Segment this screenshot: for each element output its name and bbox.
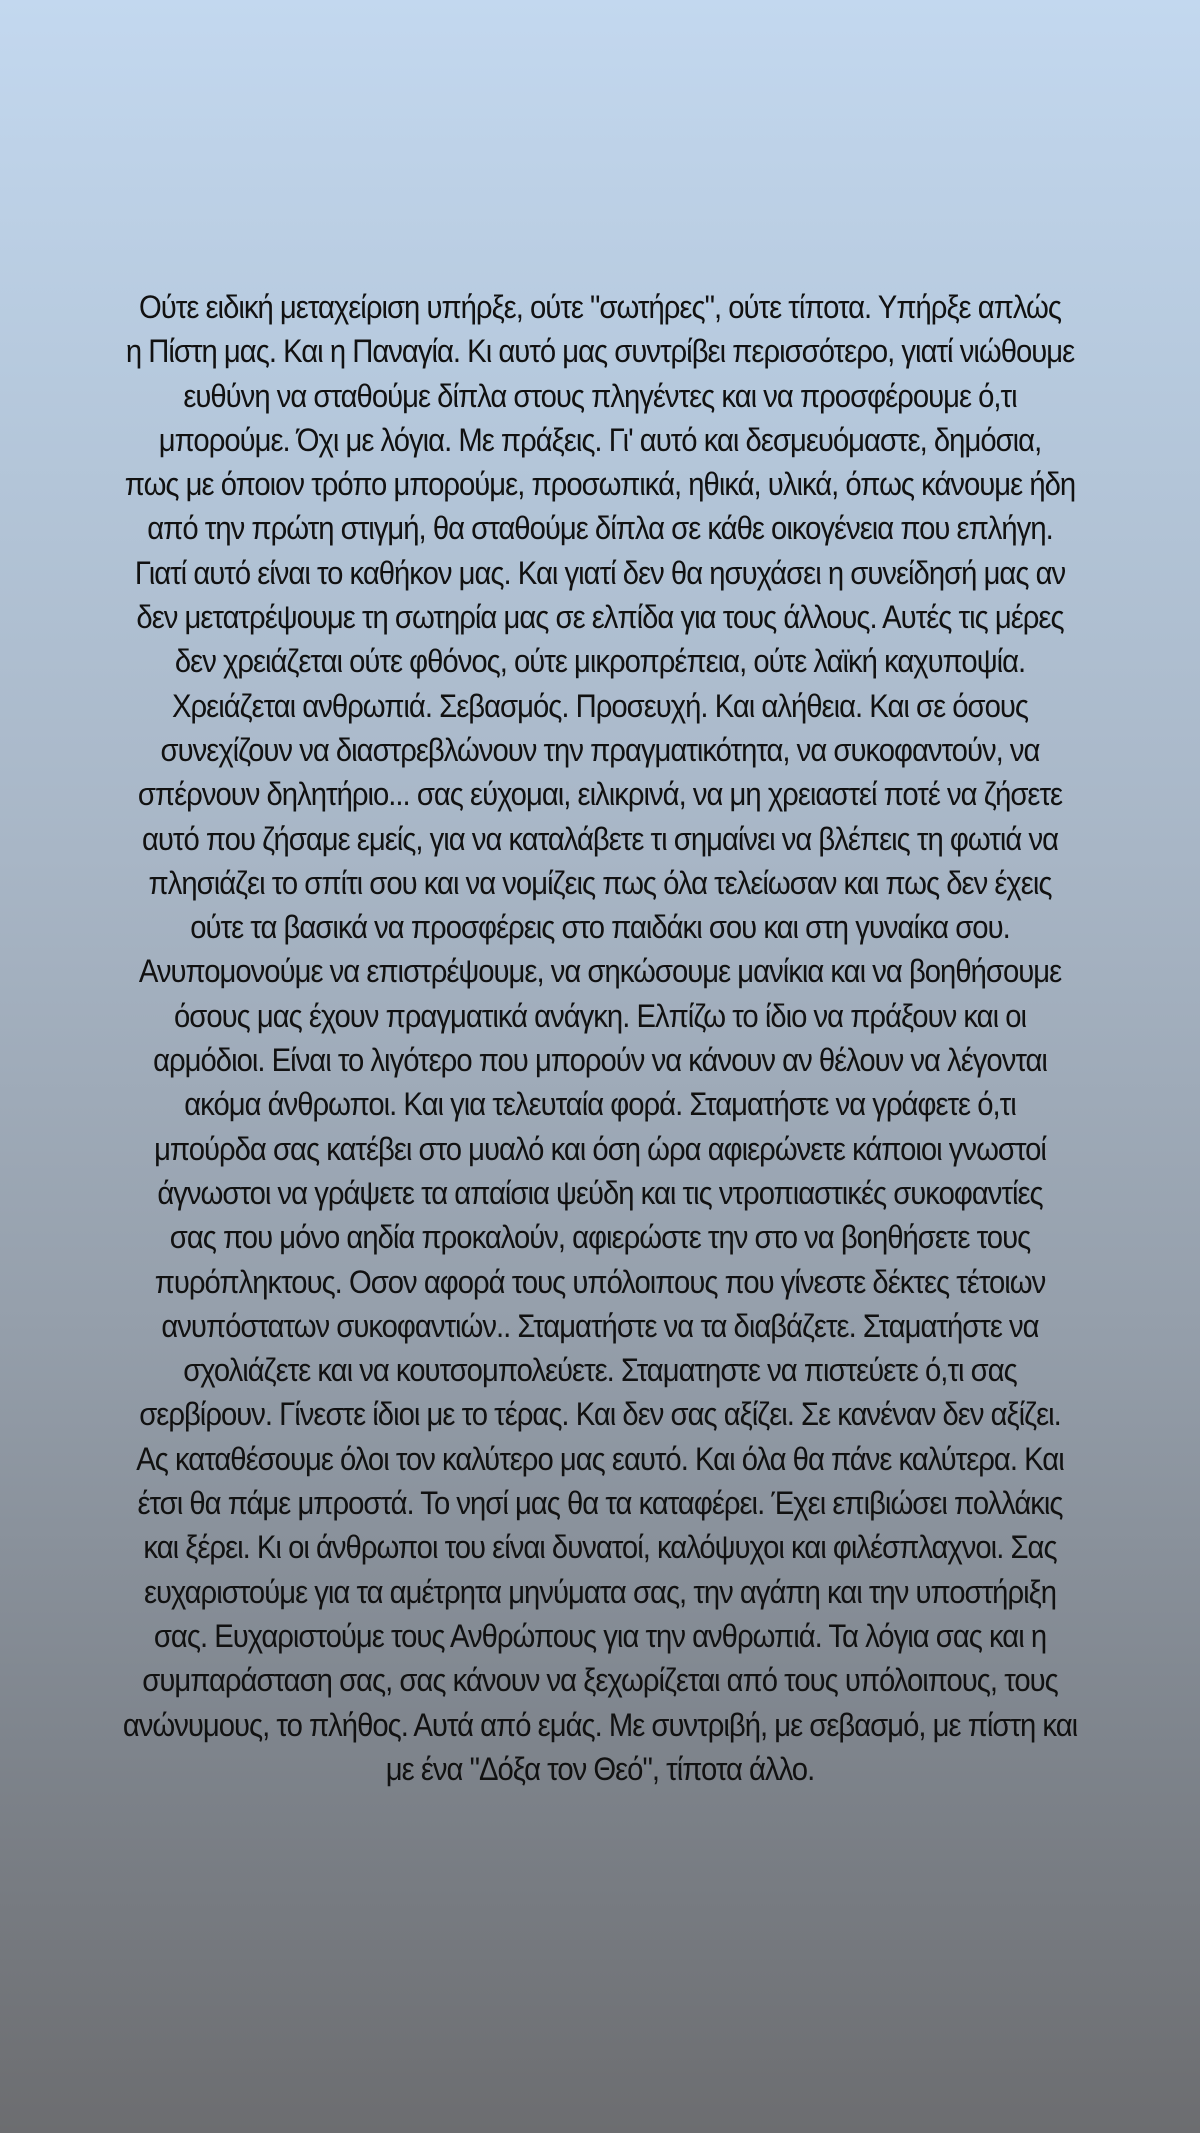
story-line: ανυπόστατων συκοφαντιών.. Σταματήστε να τα διαβάζετε. Σταματήστε να [161,1307,1039,1344]
story-line: άγνωστοι να γράψετε τα απαίσια ψεύδη και τις ντροπιαστικές συκοφαντίες [157,1174,1043,1211]
story-line: Ανυπομονούμε να επιστρέψουμε, να σηκώσουμε μανίκια και να βοηθήσουμε [138,953,1062,990]
story-line: σπέρνουν δηλητήριο... σας εύχομαι, ειλικρινά, να μη χρειαστεί ποτέ να ζήσετε [137,776,1063,813]
story-line: συνεχίζουν να διαστρεβλώνουν την πραγματικότητα, να συκοφαντούν, να [160,731,1040,768]
story-line: σας που μόνο αηδία προκαλούν, αφιερώστε την στο να βοηθήσετε τους [169,1219,1031,1256]
story-line: σχολιάζετε και να κουτσομπολεύετε. Σταματηστε να πιστεύετε ό,τι σας [183,1352,1017,1389]
story-line: συμπαράσταση σας, σας κάνουν να ξεχωρίζεται από τους υπόλοιπους, τους [142,1662,1058,1699]
story-line: δεν χρειάζεται ούτε φθόνος, ούτε μικροπρέπεια, ούτε λαϊκή καχυποψία. [174,643,1026,680]
story-line: με ένα "Δόξα τον Θεό", τίποτα άλλο. [385,1750,815,1787]
story-line: όσους μας έχουν πραγματικά ανάγκη. Ελπίζω το ίδιο να πράξουν και οι [174,997,1026,1034]
story-line: ακόμα άνθρωποι. Και για τελευταία φορά. Σταματήστε να γράφετε ό,τι [184,1086,1016,1123]
story-line: ευθύνη να σταθούμε δίπλα στους πληγέντες και να προσφέρουμε ό,τι [183,377,1017,414]
story-line: Γιατί αυτό είναι το καθήκον μας. Και γιατί δεν θα ησυχάσει η συνείδησή μας αν [134,554,1066,591]
story-text-block [52,285,1148,1791]
story-line: σερβίρουν. Γίνεστε ίδιοι με το τέρας. Και δεν σας αξίζει. Σε κανέναν δεν αξίζει. [139,1396,1061,1433]
story-line: ανώνυμους, το πλήθος. Αυτά από εμάς. Με συντριβή, με σεβασμό, με πίστη και [122,1706,1078,1743]
story-line: από την πρώτη στιγμή, θα σταθούμε δίπλα σε κάθε οικογένεια που επλήγη. [147,510,1053,547]
story-line: και ξέρει. Κι οι άνθρωποι του είναι δυνατοί, καλόψυχοι και φιλέσπλαχνοι. Σας [143,1529,1057,1566]
story-line: Ας καταθέσουμε όλοι τον καλύτερο μας εαυτό. Και όλα θα πάνε καλύτερα. Και [136,1440,1064,1477]
story-line: έτσι θα πάμε μπροστά. Το νησί μας θα τα καταφέρει. Έχει επιβιώσει πολλάκις [137,1485,1063,1522]
story-line: σας. Ευχαριστούμε τους Ανθρώπους για την ανθρωπιά. Τα λόγια σας και η [153,1617,1047,1654]
story-line: Χρειάζεται ανθρωπιά. Σεβασμός. Προσευχή. Και αλήθεια. Και σε όσους [171,687,1028,724]
story-line: αυτό που ζήσαμε εμείς, για να καταλάβετε τι σημαίνει να βλέπεις τη φωτιά να [141,820,1059,857]
story-line: ούτε τα βασικά να προσφέρεις στο παιδάκι σου και στη γυναίκα σου. [190,909,1010,946]
story-line: πυρόπληκτους. Οσον αφορά τους υπόλοιπους που γίνεστε δέκτες τέτοιων [154,1263,1046,1300]
story-line: πως με όποιον τρόπο μπορούμε, προσωπικά, ηθικά, υλικά, όπως κάνουμε ήδη [124,466,1076,503]
story-line: μπούρδα σας κατέβει στο μυαλό και όση ώρα αφιερώνετε κάποιοι γνωστοί [154,1130,1046,1167]
story-line: αρμόδιοι. Είναι το λιγότερο που μπορούν να κάνουν αν θέλουν να λέγονται [153,1042,1047,1079]
story-line: δεν μετατρέψουμε τη σωτηρία μας σε ελπίδα για τους άλλους. Αυτές τις μέρες [136,599,1064,636]
story-line: ευχαριστούμε για τα αμέτρητα μηνύματα σας, την αγάπη και την υποστήριξη [143,1573,1056,1610]
story-line: μπορούμε. Όχι με λόγια. Με πράξεις. Γι' αυτό και δεσμευόμαστε, δημόσια, [158,421,1042,458]
story-line: η Πίστη μας. Και η Παναγία. Κι αυτό μας συντρίβει περισσότερο, γιατί νιώθουμε [125,333,1075,370]
story-line: Ούτε ειδική μεταχείριση υπήρξε, ούτε "σωτήρες", ούτε τίποτα. Υπήρξε απλώς [138,289,1061,325]
story-line: πλησιάζει το σπίτι σου και να νομίζεις πως όλα τελείωσαν και πως δεν έχεις [148,864,1052,901]
